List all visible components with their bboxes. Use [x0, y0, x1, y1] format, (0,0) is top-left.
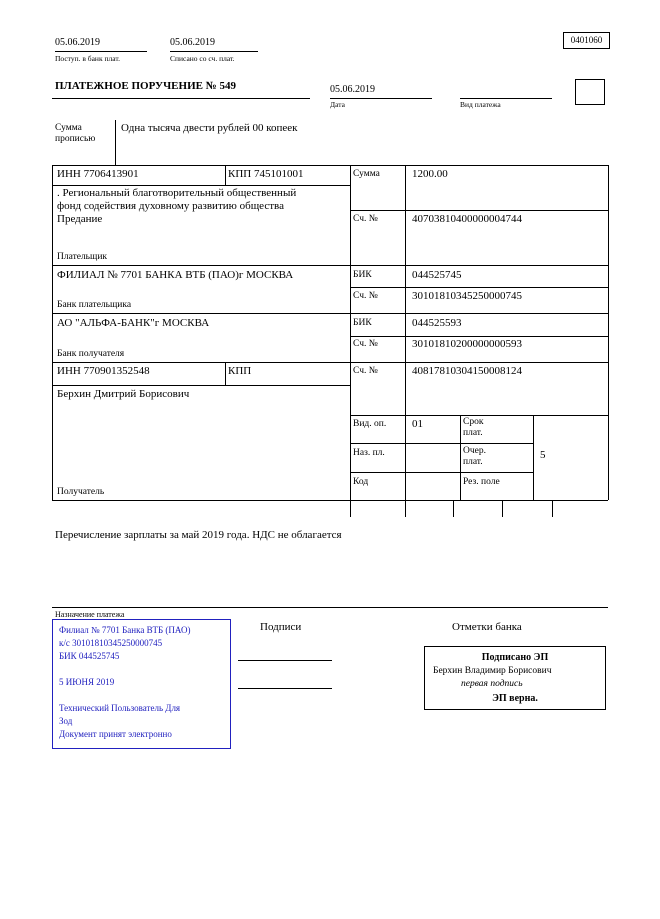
- table-border: [350, 472, 533, 473]
- payment-kind-box: [575, 79, 605, 105]
- date-written-off: 05.06.2019: [170, 37, 215, 48]
- payer-bank-account: 30101810345250000745: [412, 290, 522, 302]
- esign-valid: ЭП верна.: [492, 692, 538, 704]
- table-border: [225, 165, 226, 185]
- table-border: [225, 362, 226, 385]
- stamp-line: [59, 663, 224, 676]
- date-received: 05.06.2019: [55, 37, 100, 48]
- divider: [115, 120, 116, 165]
- table-border: [533, 415, 534, 500]
- amount-words-value: Одна тысяча двести рублей 00 копеек: [121, 122, 298, 134]
- table-border: [350, 210, 608, 211]
- signature-line: [238, 688, 332, 689]
- reserve-label: Рез. поле: [463, 477, 500, 487]
- payee-bank-name: АО "АЛЬФА-БАНК"г МОСКВА: [57, 317, 210, 329]
- table-border: [350, 165, 351, 500]
- esign-title: Подписано ЭП: [481, 652, 549, 663]
- purpose-code-label: Наз. пл.: [353, 448, 385, 458]
- bank-marks-label: Отметки банка: [452, 621, 522, 633]
- stamp-line: Зод: [59, 716, 73, 727]
- signature-line: [238, 660, 332, 661]
- table-border: [350, 336, 608, 337]
- stamp-line: Филиал № 7701 Банка ВТБ (ПАО): [59, 625, 191, 635]
- priority-label: Очер. плат.: [463, 446, 486, 468]
- table-border: [608, 165, 609, 500]
- field-tick: [453, 500, 454, 517]
- date-written-off-label: Списано со сч. плат.: [170, 54, 235, 63]
- table-border: [52, 385, 350, 386]
- code-label: Код: [353, 477, 369, 487]
- payee-name: Берхин Дмитрий Борисович: [57, 388, 190, 400]
- stamp-line: БИК 044525745: [59, 651, 120, 662]
- table-border: [52, 165, 53, 500]
- table-border: [350, 443, 533, 444]
- payer-bank-bik: 044525745: [412, 269, 462, 281]
- amount-label: Сумма: [353, 169, 380, 179]
- divider: [52, 607, 608, 608]
- divider: [55, 51, 147, 52]
- divider: [52, 98, 310, 99]
- payer-name: . Региональный благотворительный общественный фонд содействия духовному развитию общества Предание: [57, 187, 297, 225]
- payer-account-label: Сч. №: [353, 214, 378, 224]
- table-border: [52, 265, 608, 266]
- stamp-line: Технический Пользователь Для: [59, 703, 181, 714]
- table-border: [405, 165, 406, 500]
- stamp-line: Документ принят электронно: [59, 729, 172, 740]
- payer-bank-bik-label: БИК: [353, 270, 372, 280]
- payer-kpp: КПП 745101001: [228, 168, 304, 180]
- table-border: [52, 500, 608, 501]
- table-border: [52, 165, 608, 166]
- divider: [460, 98, 552, 99]
- esign-signer: Берхин Владимир Борисович: [433, 666, 552, 676]
- form-code-box: [563, 32, 610, 49]
- field-tick: [405, 500, 406, 517]
- payee-kpp-label: КПП: [228, 365, 252, 377]
- payee-inn: ИНН 770901352548: [57, 365, 150, 377]
- payer-account: 40703810400000004744: [412, 213, 522, 225]
- op-kind-label: Вид. оп.: [353, 419, 387, 429]
- field-tick: [552, 500, 553, 517]
- stamp-line: к/с 30101810345250000745: [59, 638, 163, 649]
- payee-section-label: Получатель: [57, 487, 105, 497]
- date-received-label: Поступ. в банк плат.: [55, 54, 120, 63]
- field-tick: [502, 500, 503, 517]
- form-code: 0401060: [570, 35, 603, 45]
- signatures-label: Подписи: [260, 621, 302, 633]
- table-border: [350, 415, 608, 416]
- payee-bank-bik: 044525593: [412, 317, 462, 329]
- payer-bank-account-label: Сч. №: [353, 291, 378, 301]
- payee-bank-account: 30101810200000000593: [412, 338, 522, 350]
- payer-section-label: Плательщик: [57, 252, 108, 262]
- esign-signature-kind: первая подпись: [461, 679, 523, 690]
- bank-stamp: [52, 619, 231, 749]
- field-tick: [350, 500, 351, 517]
- divider: [170, 51, 258, 52]
- payee-account: 40817810304150008124: [412, 365, 522, 377]
- payee-bank-bik-label: БИК: [353, 318, 372, 328]
- amount-value: 1200.00: [412, 168, 448, 180]
- amount-words-label: Сумма прописью: [55, 123, 96, 145]
- purpose-text: Перечисление зарплаты за май 2019 года. НДС не облагается: [55, 529, 342, 541]
- purpose-section-label: Назначение платежа: [55, 610, 125, 619]
- payee-bank-section-label: Банк получателя: [57, 349, 125, 359]
- document-title: ПЛАТЕЖНОЕ ПОРУЧЕНИЕ № 549: [55, 80, 237, 92]
- payment-type-label: Вид платежа: [460, 100, 501, 109]
- payee-bank-account-label: Сч. №: [353, 339, 378, 349]
- table-border: [460, 415, 461, 500]
- payer-bank-section-label: Банк плательщика: [57, 300, 132, 310]
- op-kind-value: 01: [412, 418, 423, 430]
- payee-account-label: Сч. №: [353, 366, 378, 376]
- esign-stamp: [424, 646, 606, 710]
- table-border: [350, 287, 608, 288]
- payer-inn: ИНН 7706413901: [57, 168, 139, 180]
- stamp-line: [59, 689, 224, 702]
- date-label: Дата: [330, 100, 345, 109]
- document-date: 05.06.2019: [330, 84, 375, 95]
- priority-value: 5: [540, 449, 546, 461]
- divider: [330, 98, 432, 99]
- table-border: [52, 362, 608, 363]
- term-label: Срок плат.: [463, 417, 484, 439]
- stamp-line: 5 ИЮНЯ 2019: [59, 677, 115, 688]
- payer-bank-name: ФИЛИАЛ № 7701 БАНКА ВТБ (ПАО)г МОСКВА: [57, 269, 294, 281]
- table-border: [52, 185, 350, 186]
- table-border: [52, 313, 608, 314]
